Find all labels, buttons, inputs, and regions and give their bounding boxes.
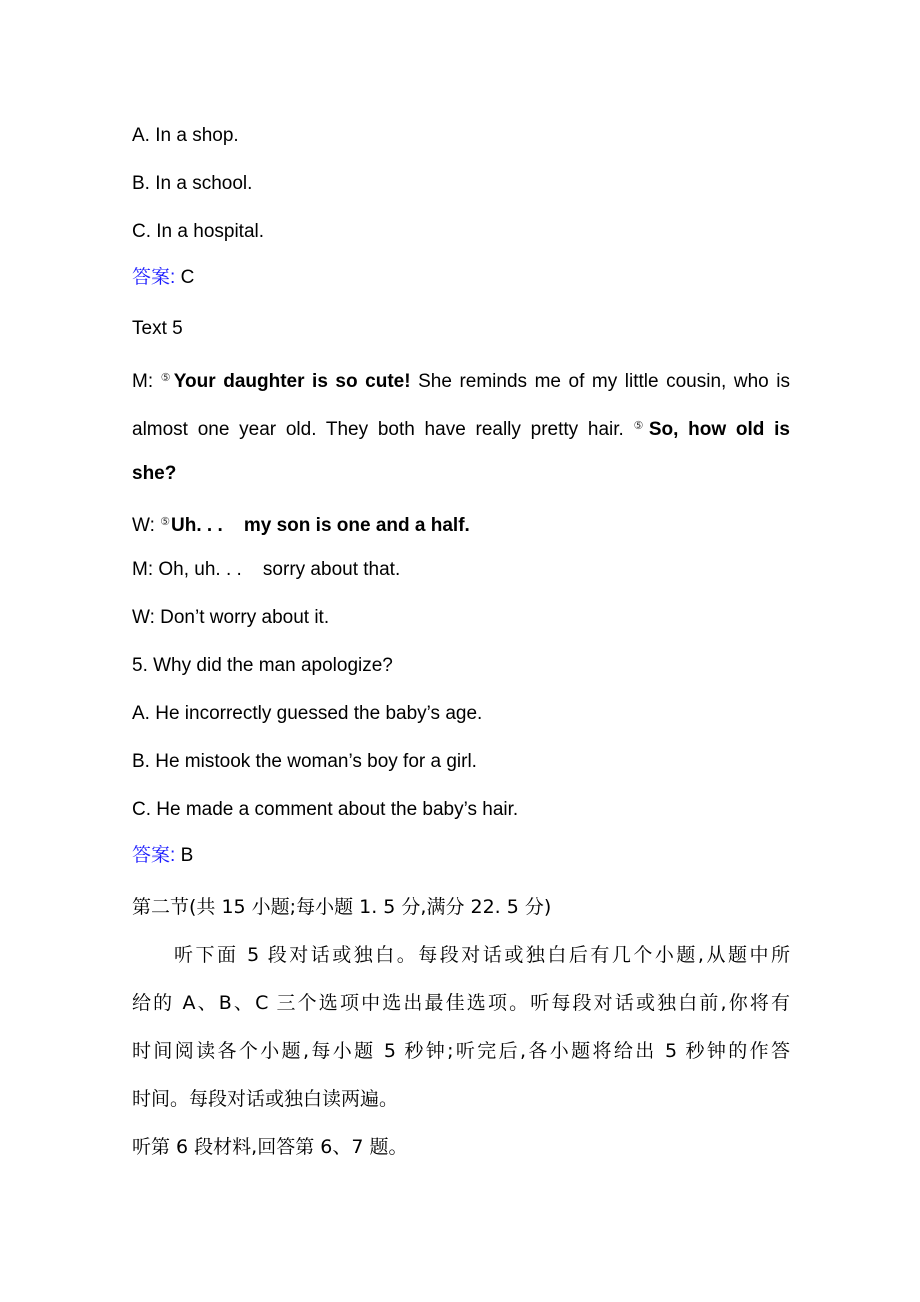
- q5-option-c: C. He made a comment about the baby’s hair.: [132, 799, 519, 820]
- answer-value: C: [180, 267, 195, 288]
- q4-answer: [132, 265, 194, 290]
- answer-sep: :: [170, 267, 181, 288]
- answer-value: B: [180, 845, 194, 866]
- answer-label: 答案: [132, 266, 171, 288]
- answer-label: 答案: [132, 844, 171, 866]
- dialogue-w2: W: Don’t worry about it.: [132, 607, 330, 628]
- dialogue-w1: [132, 510, 470, 538]
- circled-five-marker: ⑤: [160, 516, 171, 528]
- q5-option-a: A. He incorrectly guessed the baby’s age.: [132, 703, 483, 724]
- section2-instruction: 听第 6 段材料,回答第 6、7 题。: [132, 1136, 408, 1158]
- dialogue-m1-line1: [132, 366, 790, 394]
- bold-key-sentence: So, how old is: [648, 419, 790, 440]
- dialogue-m2: M: Oh, uh. . . sorry about that.: [132, 559, 401, 580]
- bold-key-sentence: she?: [132, 463, 177, 484]
- q5-answer: [132, 843, 193, 868]
- section2-heading: 第二节(共 15 小题;每小题 1. 5 分,满分 22. 5 分): [132, 896, 552, 918]
- speaker-m: M:: [132, 371, 161, 392]
- bold-key-sentence: Uh. . . my son is one and a half.: [171, 515, 470, 536]
- text5-title: Text 5: [132, 318, 183, 339]
- q4-option-b: B. In a school.: [132, 173, 253, 194]
- speaker-w: W:: [132, 515, 161, 536]
- q4-option-a: A. In a shop.: [132, 125, 239, 146]
- section2-para-line2: 给的 A、B、C 三个选项中选出最佳选项。听每段对话或独白前,你将有: [132, 992, 790, 1014]
- dialogue-m1-line2: [132, 414, 790, 442]
- section2-para-line1: 听下面 5 段对话或独白。每段对话或独白后有几个小题,从题中所: [174, 944, 790, 966]
- circled-five-marker: ⑤: [160, 372, 173, 384]
- answer-sep: :: [170, 845, 181, 866]
- section2-para-line3: 时间阅读各个小题,每小题 5 秒钟;听完后,各小题将给出 5 秒钟的作答: [132, 1040, 790, 1062]
- circled-five-marker: ⑤: [633, 420, 648, 432]
- q5-question: 5. Why did the man apologize?: [132, 655, 393, 676]
- section2-para-line4: 时间。每段对话或独白读两遍。: [132, 1088, 399, 1110]
- q5-option-b: B. He mistook the woman’s boy for a girl.: [132, 751, 477, 772]
- q4-option-c: C. In a hospital.: [132, 221, 265, 242]
- dialogue-text: almost one year old. They both have really pretty hair.: [132, 419, 634, 440]
- bold-key-sentence: Your daughter is so cute!: [173, 371, 411, 392]
- dialogue-text: She reminds me of my little cousin, who is: [410, 371, 790, 392]
- dialogue-m1-line3: [132, 462, 176, 486]
